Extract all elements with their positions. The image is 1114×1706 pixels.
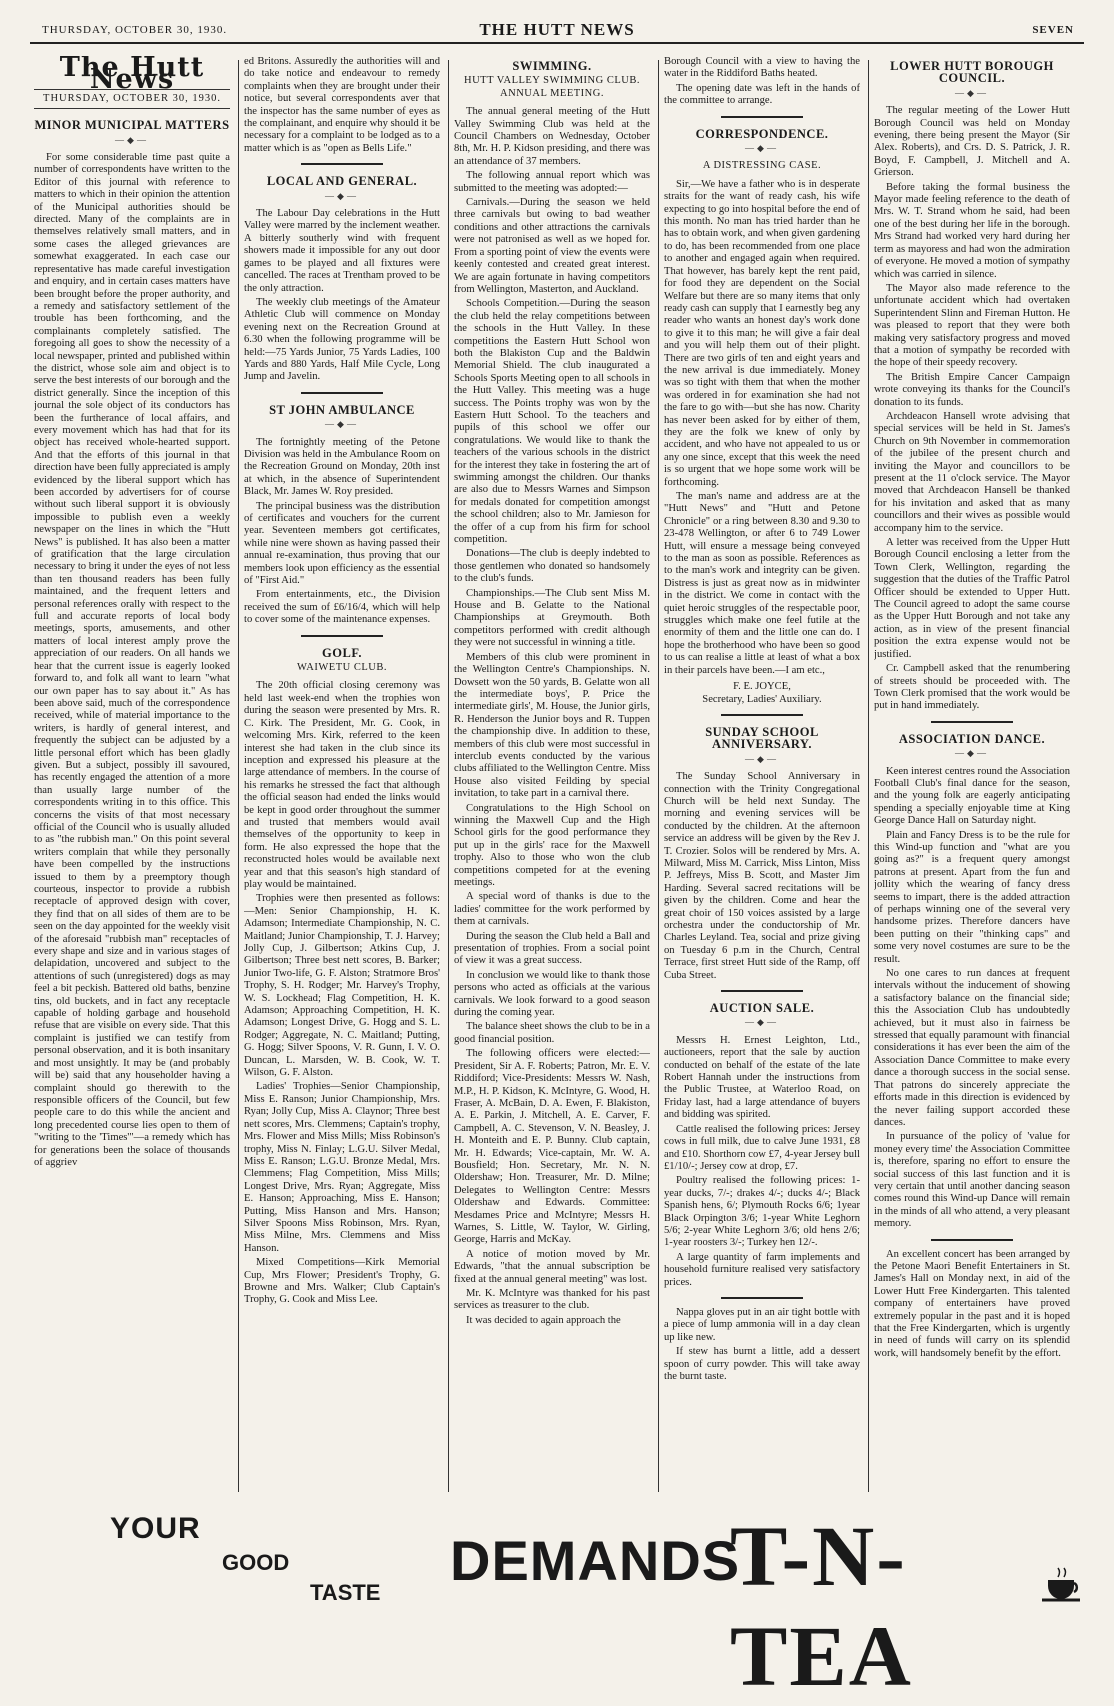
editorial-paragraph: For some considerable time past quite a number of correspondents have written to the Editor of this journal with reference to matters to which in their opinion the attention of the Municipal authorities should be directed. Many of the complaints are in themselves relatively small matters, and in some cases the alleged grievances are somewhat exaggerated. In each case our representative has made careful investigation and enquiry, and in certain cases matters have been brought before the proper authority, and a remedy and satisfactory settlement of the trouble has been forthcoming, and the complainants completely satisfied. The foregoing all goes to show the necessity of a local newspaper, printed and published within the district, whose sole aim and object is to serve the best interests of our borough and the district generally. Since the inception of this journal the sole object of its conductors has been the furtherance of local affairs, and every movement which has had that for its object has received whole-hearted support. And that the efforts of this journal in that direction have been fully appreciated is amply evidenced by the liberal support which has been accorded by advertisers for of course without such liberal support it is obviously impossible to publish even a weekly newspaper on the lines in which the "Hutt News" is published. It has also been a matter of gratification that the large circulation necessary to bring it under the eyes of not less than ten thousand readers has been fully maintained, and the frequent letters and personal references orally with respect to the full and accurate reports of local body meetings, sports, amusements, and other matters of local interest amply prove the appreciation of our readers. On all hands we hear that the current issue is eagerly looked forward to, and folk all want to learn "what our own paper has to say about it." As has been above said, much of the correspondence received, while of material importance to the writers, is hardly of general interest, and frequently the subject can be adjusted by a little personal effort which has been gladly given. But a subject, possibly ill savoured, has recently engaged the attention of a more than usually large number of the correspondents writing in to this office. This concerns the visits of that most necessary official of the Council who is usually alluded to as "the rubbish man." On this point several writers complain that while they personally have been compelled by the instructions issued to them by a preemptory though courteous, inspector to provide a rubbish receptacle of approved design with cover, they find that on all sides of them are to be seen on the day appointed for the weekly visit of the aforesaid "rubbish man" receptacles of every shape and size and in various stages of delapidation, uncovered and subject to the attentions of such (unregistered) dogs as may feel a bit peckish. Battered old baths, benzine tins, old buckets, and in fact any receptacle capable of holding garbage and household refuse that are visible on every side. That this complaint is justified we can testify from personal observation, and it is both insanitary and most unsightly. It may be (and probably will be) said that any householder having a complaint should go therewith to the responsible officers of the Council, but few people care to do this while the ancient and long precedented course lies open to them of "writing to the 'Times'"—a remedy which has for generations been the solace of thousands of aggriev — [34, 152, 230, 1168]
divider — [301, 635, 383, 637]
auction-paragraph: Poultry realised the following prices: 1-year ducks, 7/-; drakes 4/-; ducks 4/-; Black Spanish hens, 6/; Plymouth Rocks 6/6; 1year Black Orpington 3/6; 1-year White Leghorn 5/6; 2-year White Leghorn 3/6; old hens 2/6; 1-year roosters 3/-; Turkey hen 12/-. — [664, 1175, 860, 1249]
correspondence-paragraph: The man's name and address are at the "Hutt News" and "Hutt and Petone Chronicle" or a ring between 8.30 and 9.30 to 23-478 Wellington, or after 6 to 749 Lower Hutt, will ensure a message being conveyed to the man as soon as possible. References as to the man's work and integrity can be given. Distress is just as great now as in midwinter in the district. We come in contact with the quiet heroic struggles of the respectable poor, struggles which make one feel futile at the enormity of them and the little one can do. I hope the brotherhood who have been so good to us can realise a little at least of what a box in their parcels have been.—I am etc., — [664, 491, 860, 676]
sunday-school-paragraph: The Sunday School Anniversary in connection with the Trinity Congregational Church will be held next Sunday. The morning and evening services will be conducted by the children. At the afternoon service an address will be given by the Rev J. T. Crozier. Solos will be rendered by Mrs. A. Milward, Miss M. Carrick, Miss Linton, Miss P. Jeffreys, Miss B. Scott, and Master Jim Harding. Several sacred recitations will be given by the children. Come and hear the great choir of 150 voices assisted by a large orchestra under the conductorship of Mr. Charles Leyland. Tea, social and prize giving on Tuesday 6 p.m in the Church, Central Terrace, first street Hutt side of the Ramp, off Cuba Street. — [664, 771, 860, 981]
golf-paragraph: Mixed Competitions—Kirk Memorial Cup, Mrs Flower; President's Trophy, G. Browne and Mrs. Walker; Club Captain's Trophy, G. Cook and Miss Lee. — [244, 1257, 440, 1306]
header-date: THURSDAY, OCTOBER 30, 1930. — [42, 24, 228, 36]
divider — [721, 1297, 803, 1299]
swimming-paragraph: It was decided to again approach the — [466, 1314, 621, 1326]
council-paragraph: The regular meeting of the Lower Hutt Borough Council was held on Monday evening, there being present the Mayor (Sir Alex. Roberts), and Crs. D. S. Patrick, J. R. Boyd, F. Campbell, J. Mitchell and A. Grierson. — [874, 105, 1070, 179]
swimming-paragraph: Donations—The club is deeply indebted to those gentlemen who donated so handsomely to the club's funds. — [454, 548, 650, 585]
swimming-paragraph: The balance sheet shows the club to be in a good financial position. — [454, 1021, 650, 1045]
column-rule — [238, 60, 239, 1492]
teacup-icon — [1040, 1566, 1090, 1606]
local-paragraph: The Labour Day celebrations in the Hutt Valley were marred by the inclement weather. A bitterly southerly wind with frequent showers made it impossible for any out door games to be played and all fixtures were cancelled. The races at Trentham proved to be the only attraction. — [244, 208, 440, 294]
ad-text-demands: DEMANDS — [450, 1529, 741, 1592]
golf-subtitle: WAIWETU CLUB. — [297, 662, 387, 674]
council-paragraph: The Mayor also made reference to the unfortunate accident which had overtaken Superintendent Slinn and Fireman Hutton. He was pleased to report that they were both making very satisfactory progress and moved that a motion of sympathy be recorded with the hope of their speedy recovery. — [874, 282, 1070, 369]
header-page-number: SEVEN — [1032, 24, 1074, 36]
continued-paragraph-2: The opening date was left in the hands of the committee to arrange. — [664, 82, 860, 107]
council-title: LOWER HUTT BOROUGH COUNCIL. — [890, 59, 1054, 86]
swimming-paragraph: Members of this club were prominent in the Wellington Centre's Championships. N. Dowsett won the 50 yards, B. Gelatte won all the intermediate boys', P. Price the intermediate girls', M. House, the Junior girls, R. Henderson the Junior boys and R. Tuppen the championship dive. In addition to these, members of this club were most successful in interclub events conducted by the various clubs affiliated to the Wellington Centre. Miss House also visited Feilding by special invitation, to take part in a carnival there. — [454, 651, 650, 800]
council-paragraph: Cr. Campbell asked that the renumbering of streets should be proceeded with. The Town Clerk promised that the work would be put in hand immediately. — [874, 663, 1070, 712]
swimming-paragraph: In conclusion we would like to thank those persons who acted as officials at the various carnivals. We look forward to a good season during the coming year. — [454, 969, 650, 1019]
golf-title: GOLF. — [322, 645, 362, 660]
masthead-date: THURSDAY, OCTOBER 30, 1930. — [34, 89, 230, 109]
ornament: —◆— — [955, 87, 989, 98]
dance-paragraph: No one cares to run dances at frequent intervals without the inducement of showing a satisfactory balance on the financial side; this the Association Club has undoubtedly achieved, but it must also in fairness be stressed that equally paramount with financial considerations it has ever been the aim of the Association Dance Committee to make every dance a thorough success in the social sense. That patrons do sincerely appreciate the efforts made in this direction is evidenced by the never failing support accorded these dances. — [874, 968, 1070, 1128]
signature-title: Secretary, Ladies' Auxiliary. — [702, 693, 822, 705]
ambulance-paragraph: The principal business was the distribution of certificates and vouchers for the current year. Seventeen members got certificates, while nine were shown as having passed their annual re-examination, thus proving that our members look upon efficiency as the essential of "First Aid." — [244, 500, 440, 587]
divider — [301, 163, 383, 165]
auction-paragraph: A large quantity of farm implements and household furniture realised very satisfactory prices. — [664, 1251, 860, 1288]
local-general-title: LOCAL AND GENERAL. — [266, 174, 418, 189]
column-4 — [664, 56, 860, 1502]
ornament: —◆— — [325, 419, 359, 430]
concert-paragraph: An excellent concert has been arranged by the Petone Maori Benefit Entertainers in St. James's Hall on Monday next, in aid of the Lower Hutt Free Kindergarten. This talented company of entertainers have proved extremely popular in the past and it is hoped that the Free Kindergarten, which is urgently in need of funds will carry on its splendid work, will handsomely benefit by the effort. — [874, 1248, 1070, 1359]
local-paragraph: The weekly club meetings of the Amateur Athletic Club will commence on Monday evening next on the Recreation Ground at 6.30 when the following programme will be held:—75 Yards Junior, 75 Yards Ladies, 100 Yards and 880 Yards, Half Mile Cycle, Long Jump and Javelin. — [244, 296, 440, 383]
swimming-paragraph: Mr. K. McIntyre was thanked for his past services as treasurer to the club. — [454, 1288, 650, 1312]
swimming-paragraph: Championships.—The Club sent Miss M. House and B. Gelatte to the National Championships at Greymouth. Both competitors performed with credit although they were not successful in winning a title. — [454, 587, 650, 649]
ornament: —◆— — [115, 134, 149, 145]
header-paper-title: THE HUTT NEWS — [479, 20, 635, 39]
golf-paragraph: Ladies' Trophies—Senior Championship, Miss E. Ranson; Junior Championship, Mrs. Ryan; Jolly Cup, Miss A. Claynor; Three best nett scores, Mrs. Clemmens; Captain's trophy, Mrs. Flower and Miss Mills; Miss Robinson's trophy, Miss N. Finlay; L.G.U. Silver Medal, Miss E. Ranson; L.G.U. Bronze Medal, Mrs. Clemmens; Flag Competition, Miss Mills; Longest Drive, Mrs. Ryan; Aggregate, Miss E. Hanson; Approaching, Miss E. Hanson; Putting, Miss Hanson and Mrs. Hanson; Silver Spoons Miss Robinson, Mrs. Ryan, Miss Milne, Mrs. Clemmens and Miss Hanson. — [244, 1081, 440, 1254]
signature-name: F. E. JOYCE, — [733, 681, 791, 693]
page-header — [30, 18, 1084, 44]
column-rule — [868, 60, 869, 1492]
ornament: —◆— — [745, 753, 779, 764]
ornament: —◆— — [745, 143, 779, 154]
swimming-title: SWIMMING. — [512, 59, 592, 73]
council-paragraph: Before taking the formal business the Mayor made feeling reference to the death of Mrs. W. T. Strand whom he said, had been one of the best during her life in the borough. Mrs Strand had worked very hard during her term as mayoress and had won the admiration of everyone. He moved a motion of sympathy which was carried in silence. — [874, 181, 1070, 280]
dance-paragraph: In pursuance of the policy of 'value for money every time' the Association Committee is, therefore, sparing no effort to ensure the social success of this last function and it is very certain that until another dancing season comes round this Wind-up Dance will remain in the minds of all who attend, a very pleasant memory. — [874, 1131, 1070, 1230]
golf-paragraph: Trophies were then presented as follows:—Men: Senior Championship, H. K. Adamson; Intermediate Championship, N. C. Maitland; Junior Championship, T. J. Harvey; Jolly Cup, J. Gilbertson; Atkins Cup, J. Gilbertson; Three best nett scores, B. Barker; Junior Two-life, G. F. Alston; Stratmore Bros' Trophy, S. H. Rodger; Mr. Harvey's Trophy, W. S. Lockhead; Flag Competition, H. K. Adamson; Approaching Competition, H. K. Adamson; Longest Drive, G. Hogg and S. L. Rodger; Aggregate, N. C. Maitland; Putting, G. Hogg; Silver Spoons, V. R. Gunn, I. V. O. Duncan, L. Marsden, W. B. Cook, W. T. Wilson, G. F. Alston. — [244, 893, 440, 1079]
divider — [931, 721, 1013, 723]
divider — [721, 990, 803, 992]
ad-text-good: GOOD — [222, 1550, 290, 1575]
council-paragraph: Archdeacon Hansell wrote advising that special services will be held in St. James's Church on 9th November in commemoration of the jubilee of the present church and inviting the Mayor and councillors to be present at the 11 o'clock service. The Mayor moved that Archdeacon Hansell be thanked for his invitation and asked that as many councillors and their wives as possible would accompany him to the service. — [874, 410, 1070, 534]
swimming-paragraph: A notice of motion moved by Mr. Edwards, "that the annual subscription be fixed at the annual general meeting" was lost. — [454, 1248, 650, 1285]
swimming-paragraph: During the season the Club held a Ball and presentation of trophies. From a social point of view it was a great success. — [454, 930, 650, 967]
council-paragraph: The British Empire Cancer Campaign wrote conveying its thanks for the Council's donation to its funds. — [874, 371, 1070, 408]
ad-text-your: YOUR — [110, 1512, 201, 1545]
column-rule — [658, 60, 659, 1492]
council-paragraph: A letter was received from the Upper Hutt Borough Council enclosing a letter from the Town Clerk, Wellington, regarding the suggestion that the duties of the Traffic Patrol Officer should be extended to Upper Hutt. The Council agreed to adopt the same course as the Upper Hutt Borough and not take any action, as in view of the present financial position the extra expense would not be justified. — [874, 537, 1070, 660]
divider — [301, 392, 383, 394]
tip-paragraph: If stew has burnt a little, add a dessert spoon of curry powder. This will take away the burnt taste. — [664, 1346, 860, 1382]
swimming-paragraph: Schools Competition.—During the season the club held the relay competitions between the schools in the Hutt Valley. In these competitions the Eastern Hutt School won both the Blakiston Cup and the Baldwin Memorial Shield. The club inaugurated a Schools Sports Meeting open to all schools in the Hutt Valley. This meeting was a huge success. The Points trophy was won by the Eastern Hutt School. To the teachers and pupils of this school we offer our congratulations. We would like to thank the teachers of the various schools in the district for the interest they take in fostering the art of swimming amongst the children. Our thanks are also due to Messrs Warnes and Simpson for medals donated for competition amongst the school children; also to Mr. Jamieson for the offer of a cup from his firm for school competition. — [454, 298, 650, 546]
divider — [721, 714, 803, 716]
ornament: —◆— — [745, 1017, 779, 1028]
swimming-subtitle-2: ANNUAL MEETING. — [500, 87, 604, 99]
correspondence-paragraph: Sir,—We have a father who is in desperate straits for the want of ready cash, his wife expecting to go into hospital before the end of this month. No man has tried harder than he has to obtain work, and when given gardening to do, has been recommended from one place to another and engaged again when required. That however, has barely kept the rent paid, for food they are dependent on the Social Welfare but there are so many items that only ready cash can supply that I earnestly beg any reader who wants an honest day's work done to give it to this man; he will give a fair deal and you will help them out of their plight. There are two girls of ten and eight years and the new arrival is due immediately. Money was so tight with them that when the mother was ordered in for examination she had not the fare to go with—but she has now. Charity has never been asked for by either of them, they are the folk we knew of only by accident, and who have not appealed to us or any one since, except that this week the need is so urgent that we hope some work will be forthcoming. — [664, 178, 860, 488]
editorial-title: MINOR MUNICIPAL MATTERS — [34, 118, 230, 133]
golf-paragraph: The 20th official closing ceremony was held last week-end when the trophies won during the season were presented by Mrs. R. C. Kirk. The President, Mr. G. Cook, in welcoming Mrs. Kirk, referred to the keen interest she had taken in the club since its inception and expressed his pleasure at the large attendance of members. In the course of his remarks he stressed the fact that although the official season had ended the links would be kept in good order throughout the summer and trusted that members would avail themselves of the opportunity to keep in form. He also expressed the hope that the reconstructed holes would be available next year and that this season's high standard of play would be maintained. — [244, 680, 440, 890]
ornament: —◆— — [955, 748, 989, 759]
swimming-paragraph: A special word of thanks is due to the ladies' committee for the work performed by them at carnivals. — [454, 891, 650, 928]
dance-title: ASSOCIATION DANCE. — [898, 731, 1046, 746]
tea-advertisement — [30, 1506, 1084, 1704]
column-5 — [874, 56, 1070, 1502]
ad-brand-name: T-N-TEA — [730, 1508, 913, 1704]
correspondence-title: CORRESPONDENCE. — [695, 126, 829, 141]
dance-paragraph: Plain and Fancy Dress is to be the rule for this Wind-up function and "what are you going as?" is a frequent query amongst patrons at present. Apart from the fun and jollity which the wearing of fancy dress seems to impart, there is the added attraction of perhaps winning one of the several very handsome prizes. Therefore dancers have been putting on their "thinking caps" and some very novel costumes are sure to be the result. — [874, 829, 1070, 965]
ambulance-paragraph: From entertainments, etc., the Division received the sum of £6/16/4, which will help to cover some of the maintenance expenses. — [244, 589, 440, 626]
masthead: The Hutt News — [59, 56, 205, 96]
column-1 — [34, 56, 230, 1502]
swimming-paragraph: The following officers were elected:—President, Sir A. F. Roberts; Patron, Mr. E. V. Riddiford; Vice-Presidents: Messrs W. Nash, M.P., H. P. Kidson, K. McIntyre, G. Wood, H. Fraser, A. McBain, D. A. Ewen, F. Blakiston, A. E. Parkin, J. Mitchell, A. E. Carver, F. Campbell, A. C. Stevenson, V. N. Beasley, J. H. Monteith and E. P. Bunny. Club captain, Mr. H. Edwards; Vice-captain, Mr. W. A. Bousfield; Hon. Secretary, Mr. N. N. Oldershaw; Hon. Treasurer, Mr. D. Milne; Delegates to Wellington Centre: Messrs Oldershaw and Edwards. Committee: Mesdames Price and McIntyre; Messrs H. Warnes, S. Little, W. Taylor, W. Girling, George, Harris and McKay. — [454, 1048, 650, 1246]
ambulance-title: ST JOHN AMBULANCE — [269, 402, 415, 417]
divider — [931, 1239, 1013, 1241]
ornament: —◆— — [325, 190, 359, 201]
auction-paragraph: Cattle realised the following prices: Jersey cows in full milk, due to calve June 1931, £8 and £10. Shorthorn cow £7, 4-year Jersey bull £1/10/-; Jersey cow at drop, £7. — [664, 1123, 860, 1172]
auction-title: AUCTION SALE. — [709, 1001, 815, 1016]
swimming-paragraph: The following annual report which was submitted to the meeting was adopted:— — [454, 170, 650, 194]
columns — [34, 46, 1088, 1502]
swimming-subtitle: HUTT VALLEY SWIMMING CLUB. — [464, 75, 640, 87]
correspondence-subtitle: A DISTRESSING CASE. — [702, 160, 822, 172]
auction-paragraph: Messrs H. Ernest Leighton, Ltd., auctioneers, report that the sale by auction conducted on behalf of the estate of the late Robert Hannah under the instructions from the Public Trustee, at Waterloo Road, on Friday last, had a large attendance of buyers and bidding was spirited. — [664, 1034, 860, 1121]
divider — [721, 116, 803, 118]
continued-paragraph: Borough Council with a view to having the water in the Riddiford Baths heated. — [664, 56, 860, 80]
swimming-paragraph: The annual general meeting of the Hutt Valley Swimming Club was held at the Council Chambers on Wednesday, October 8th, Mr. H. P. Kidson presiding, and there was an attendance of 37 members. — [454, 106, 650, 167]
sunday-school-title: SUNDAY SCHOOL ANNIVERSARY. — [705, 724, 819, 752]
ambulance-paragraph: The fortnightly meeting of the Petone Division was held in the Ambulance Room on the Recreation Ground on Monday, 20th inst at which, in the absence of Superintendent Black, Mr. James W. Roy presided. — [244, 436, 440, 498]
column-rule — [448, 60, 449, 1492]
ad-text-taste: TASTE — [310, 1580, 381, 1605]
column-2 — [244, 56, 440, 1502]
tip-paragraph: Nappa gloves put in an air tight bottle with a piece of lump ammonia will in a day clean up like new. — [664, 1306, 860, 1343]
continued-paragraph: ed Britons. Assuredly the authorities will and do take notice and endeavour to remedy complaints when they are brought under their notice, but several correspondents aver that the inspector has the same number of eyes as the complainant, and enquire why should it be necessary for a complaint to be lodged as to a matter which is as "open as Bells Life." — [244, 56, 440, 154]
dance-paragraph: Keen interest centres round the Association Football Club's final dance for the season, and the young folk are eagerly anticipating spending a specially enjoyable time at King George Dance Hall on Saturday night. — [874, 765, 1070, 827]
swimming-paragraph: Carnivals.—During the season we held three carnivals but owing to bad weather conditions and other attractions the carnivals were not patronised as well as we hoped for. From a sporting point of view the events were keenly contested and created great interest. We are again fortunate in having competitors from Wellington, Masterton, and Auckland. — [454, 197, 650, 295]
column-3 — [454, 56, 650, 1502]
swimming-paragraph: Congratulations to the High School on winning the Maxwell Cup and the High School girls for the good performance they put up in the girls' race for the Maxwell trophy. Also to those who won the club competitions competed for at the evening meetings. — [454, 802, 650, 888]
